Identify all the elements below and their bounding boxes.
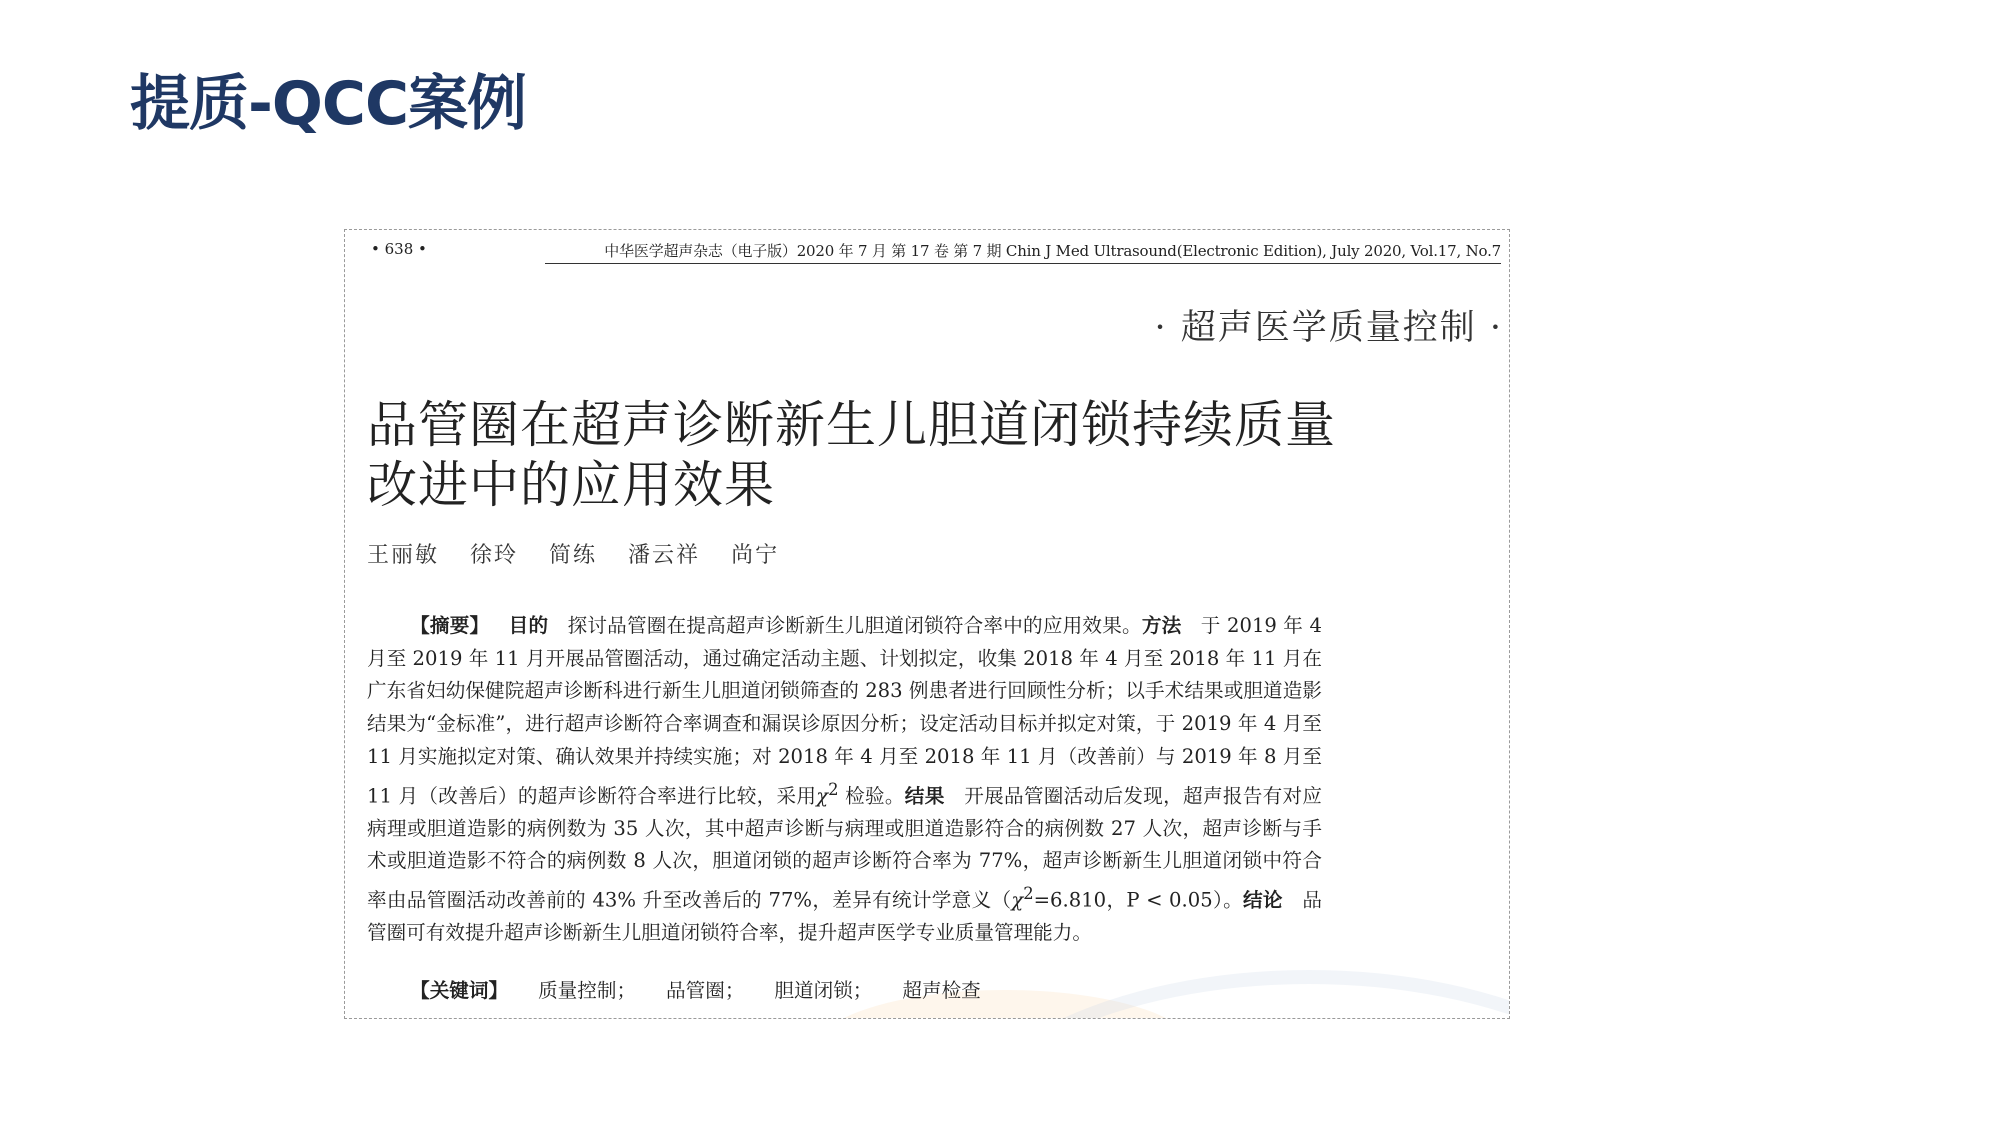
- objective-text: 探讨品管圈在提高超声诊断新生儿胆道闭锁符合率中的应用效果。: [567, 614, 1142, 637]
- abstract-label: 【摘要】: [410, 614, 490, 637]
- keyword-item: 质量控制；: [538, 979, 637, 1002]
- author-name: 简练: [549, 543, 598, 568]
- results-label: 结果: [904, 784, 945, 808]
- article-title-line1: 品管圈在超声诊断新生儿胆道闭锁持续质量: [367, 396, 1336, 454]
- objective-label: 目的: [508, 614, 549, 637]
- keywords-label: 【关键词】: [410, 979, 509, 1002]
- methods-text: 于 2019 年 4 月至 2019 年 11 月开展品管圈活动，通过确定活动主题、计划拟定，收集 2018 年 4 月至 2018 年 11 月在广东省妇幼保健院超声诊断科进行新生儿胆道闭锁筛查的 283 例患者进行回顾性分析；以手术结果或胆道造影结果为“金标准”，进行超声诊断符合率调查和漏误诊原因分析；设定活动目标并拟定对策，于 2019 年 4 月至 11 月实施拟定对策、确认效果并持续实施；对 2018 年 4 月至 2018 年 11 月（改善前）与 2019 年 8 月至 11 月（改善后）的超声诊断符合率进行比较，采用: [367, 614, 1323, 808]
- abstract: [367, 610, 1322, 950]
- keyword-item: 品管圈；: [666, 979, 745, 1002]
- conclusion-label: 结论: [1242, 888, 1283, 912]
- author-name: 王丽敏: [367, 543, 440, 568]
- slide-title: 提质-QCC案例: [130, 69, 526, 139]
- article-title: [367, 395, 1367, 515]
- author-name: 尚宁: [731, 543, 780, 568]
- page-number: • 638 •: [371, 240, 427, 258]
- chi-symbol: χ: [1011, 888, 1024, 912]
- chi-symbol: χ: [816, 784, 829, 808]
- journal-header: 中华医学超声杂志（电子版）2020 年 7 月 第 17 卷 第 7 期 Chin J Med Ultrasound(Electronic Edition), July 2020, Vol.17, No.7: [545, 240, 1501, 264]
- methods-text-end: 检验。: [838, 784, 905, 808]
- chi-superscript: 2: [828, 779, 839, 799]
- author-name: 潘云祥: [628, 543, 701, 568]
- keywords: [367, 975, 1322, 1008]
- author-list: [367, 538, 803, 569]
- results-text: 开展品管圈活动后发现，超声报告有对应病理或胆道造影的病例数为 35 人次，其中超声诊断与病理或胆道造影符合的病例数 27 人次，超声诊断与手术或胆道造影不符合的病例数 8 人次，胆道闭锁的超声诊断符合率为 77%，超声诊断新生儿胆道闭锁中符合率由品管圈活动改善前的 43% 升至改善后的 77%，差异有统计学意义（: [367, 784, 1323, 912]
- methods-label: 方法: [1141, 614, 1182, 637]
- keyword-item: 胆道闭锁；: [774, 979, 873, 1002]
- author-name: 徐玲: [470, 543, 519, 568]
- conclusion-text: 品管圈可有效提升超声诊断新生儿胆道闭锁符合率，提升超声医学专业质量管理能力。: [367, 888, 1323, 945]
- column-tag: · 超声医学质量控制 ·: [1154, 308, 1503, 348]
- results-text-end: =6.810，P < 0.05）。: [1033, 888, 1243, 912]
- article-title-line2: 改进中的应用效果: [367, 456, 775, 514]
- keyword-item: 超声检查: [902, 979, 981, 1002]
- paper-excerpt: [344, 229, 1510, 1019]
- chi-superscript: 2: [1023, 884, 1034, 904]
